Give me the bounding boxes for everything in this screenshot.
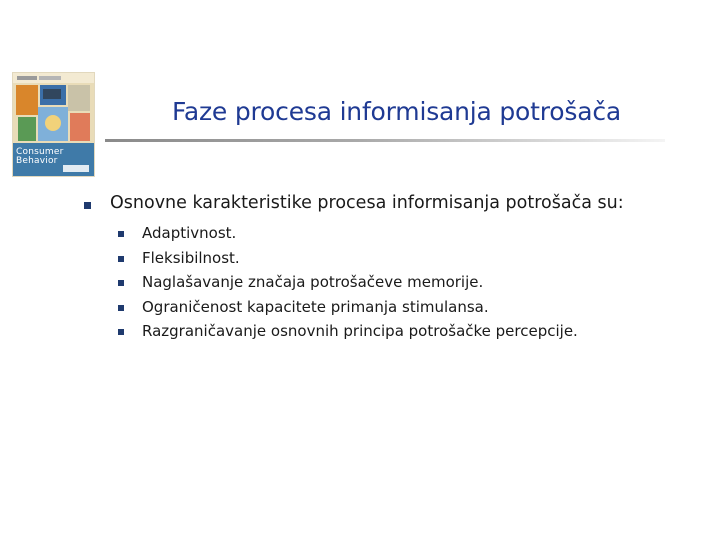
sub-bullet-marker xyxy=(118,305,124,311)
cover-title-text: Consumer Behavior xyxy=(16,147,64,166)
sub-bullet-marker xyxy=(118,329,124,335)
main-bullet-marker xyxy=(84,202,91,209)
book-cover-image xyxy=(12,72,95,177)
sub-bullet-marker xyxy=(118,256,124,262)
sub-bullet-text: Naglašavanje značaja potrošačeve memorije. xyxy=(142,273,484,291)
sub-bullet-marker xyxy=(118,280,124,286)
slide-title: Faze procesa informisanja potrošača xyxy=(172,97,621,126)
main-bullet-text: Osnovne karakteristike procesa informisanja potrošača su: xyxy=(110,193,624,213)
sub-bullet-text: Fleksibilnost. xyxy=(142,248,240,267)
sub-bullet-text: Ograničenost kapacitete primanja stimulansa. xyxy=(142,297,489,316)
sub-bullet-text: Razgraničavanje osnovnih principa potrošačke percepcije. xyxy=(142,322,578,340)
sub-bullet-marker xyxy=(118,231,124,237)
title-underline xyxy=(105,139,665,142)
sub-bullet-text: Adaptivnost. xyxy=(142,224,237,242)
